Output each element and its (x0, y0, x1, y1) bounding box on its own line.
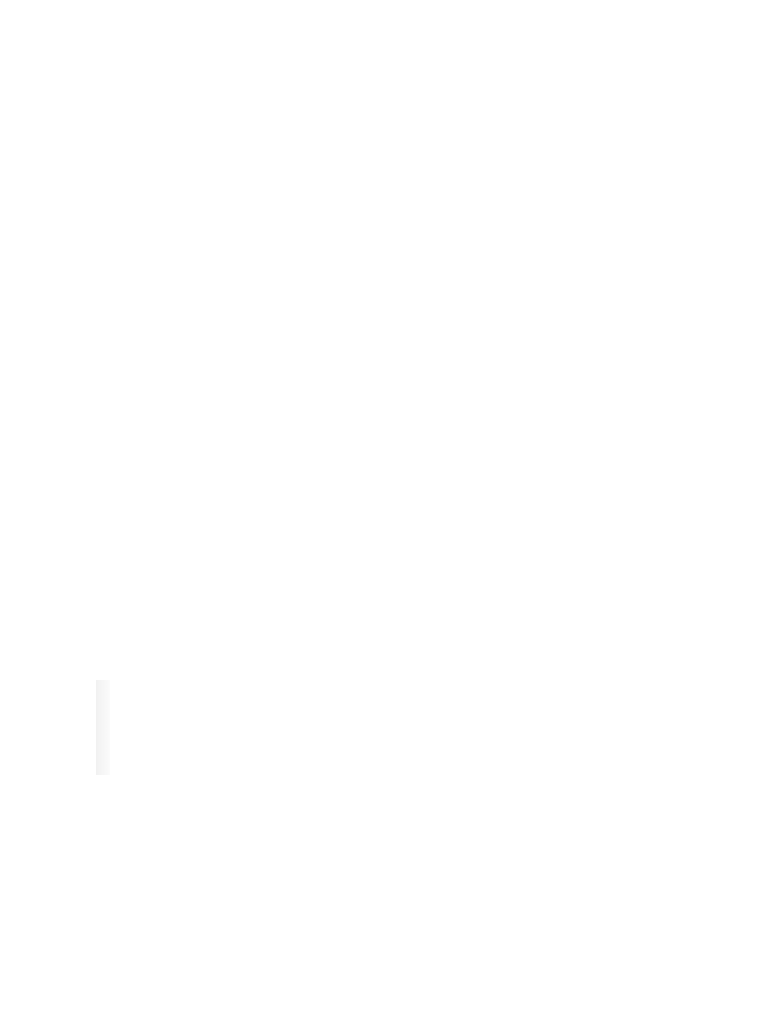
paragraph-top (90, 128, 670, 356)
text-line (85, 478, 675, 516)
text-line (85, 668, 675, 706)
section-heading (430, 88, 670, 124)
text-line (85, 630, 675, 668)
text-line (85, 706, 675, 744)
text-line (85, 516, 675, 554)
text-line (85, 592, 675, 630)
text-line (90, 128, 670, 166)
text-line (85, 744, 675, 782)
text-line (90, 318, 670, 356)
text-line (90, 242, 670, 280)
text-line (90, 204, 670, 242)
text-line (90, 280, 670, 318)
text-line (85, 782, 675, 820)
text-line (85, 554, 675, 592)
text-line (85, 440, 675, 478)
text-line (90, 166, 670, 204)
paragraph-bottom (85, 440, 675, 820)
